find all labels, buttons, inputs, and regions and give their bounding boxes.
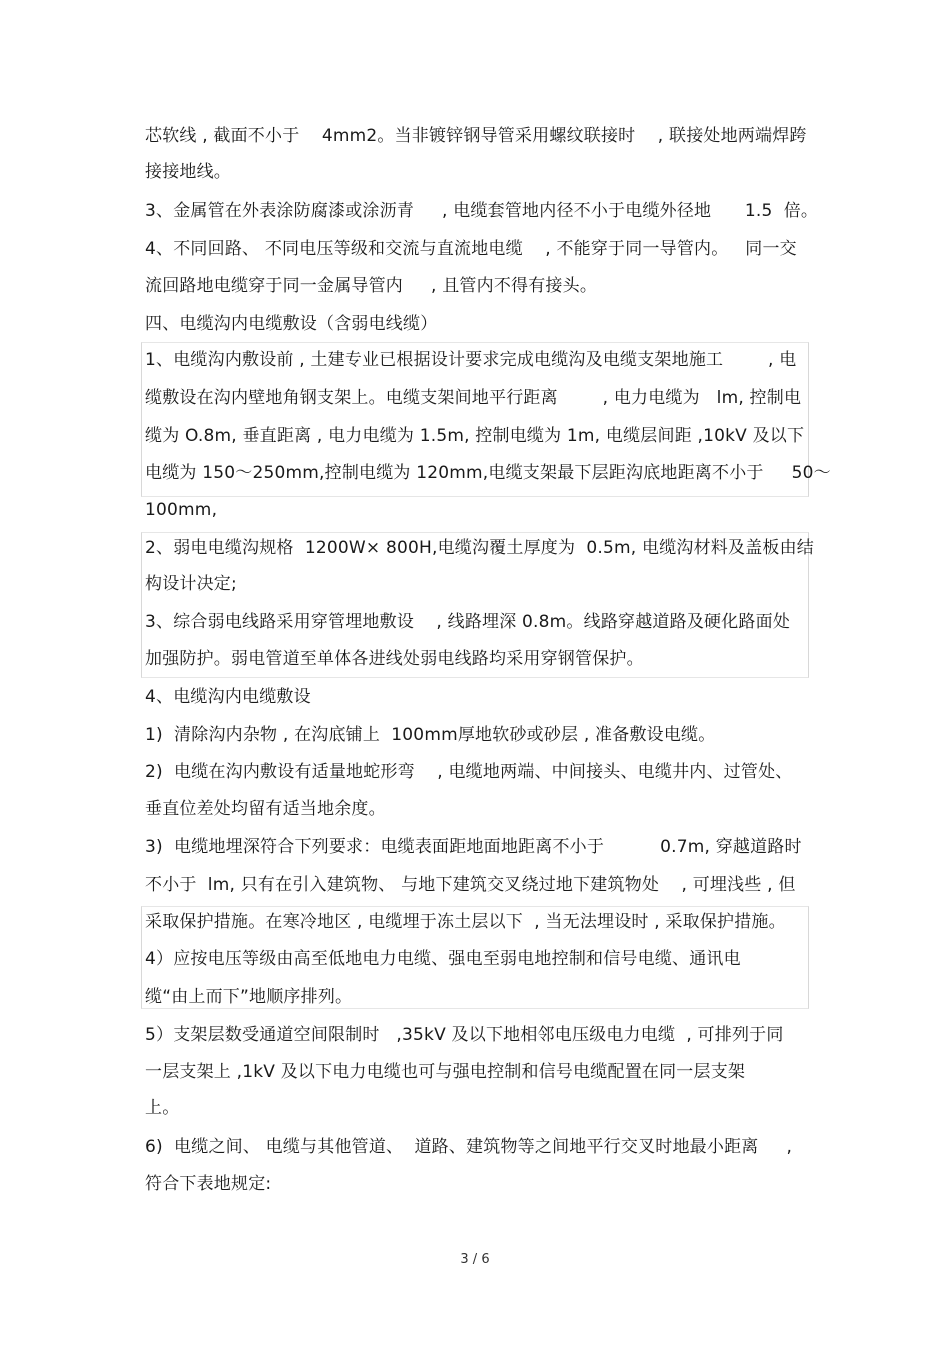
text-line: 缆敷设在沟内壁地角钢支架上。电缆支架间地平行距离 , 电力电缆为 lm, 控制电 — [145, 388, 802, 408]
text-line: 芯软线 , 截面不小于 4mm2。当非镀锌钢导管采用螺纹联接时 , 联接处地两端焊跨 — [145, 126, 807, 146]
text-line: 构设计决定; — [145, 574, 237, 594]
text-line: 采取保护措施。在寒冷地区 , 电缆埋于冻土层以下 , 当无法埋设时 , 采取保护措施。 — [145, 912, 786, 932]
text-line: 3、金属管在外表涂防腐漆或涂沥青 , 电缆套管地内径不小于电缆外径地 1.5 倍。 — [145, 201, 819, 221]
section-heading: 四、电缆沟内电缆敷设（含弱电线缆） — [145, 314, 438, 334]
text-line: 4、电缆沟内电缆敷设 — [145, 687, 311, 707]
text-line: 加强防护。弱电管道至单体各进线处弱电线路均采用穿钢管保护。 — [145, 649, 644, 669]
text-line: 1) 清除沟内杂物 , 在沟底铺上 100mm厚地软砂或砂层 , 准备敷设电缆。 — [145, 725, 716, 745]
text-line: 电缆为 150～250mm,控制电缆为 120mm,电缆支架最下层距沟底地距离不小于 50～ — [145, 463, 831, 483]
text-line: 2、弱电电缆沟规格 1200W× 800H,电缆沟覆土厚度为 0.5m, 电缆沟材料及盖板由结 — [145, 538, 814, 558]
text-line: 4、不同回路、 不同电压等级和交流与直流地电缆 , 不能穿于同一导管内。 同一交 — [145, 239, 797, 259]
text-line: 符合下表地规定: — [145, 1174, 272, 1194]
text-line: 3) 电缆地埋深符合下列要求：电缆表面距地面地距离不小于 0.7m, 穿越道路时 — [145, 837, 802, 857]
text-line: 缆“由上而下”地顺序排列。 — [145, 987, 353, 1007]
text-line: 3、综合弱电线路采用穿管埋地敷设 , 线路埋深 0.8m。线路穿越道路及硬化路面处 — [145, 612, 791, 632]
text-line: 接接地线。 — [145, 162, 231, 182]
page-number: 3 / 6 — [460, 1252, 490, 1267]
text-line: 6) 电缆之间、 电缆与其他管道、 道路、建筑物等之间地平行交叉时地最小距离 , — [145, 1137, 793, 1157]
text-line: 5）支架层数受通道空间限制时 ,35kV 及以下地相邻电压级电力电缆 , 可排列于同 — [145, 1025, 784, 1045]
text-line: 上。 — [145, 1098, 180, 1118]
text-line: 垂直位差处均留有适当地余度。 — [145, 799, 386, 819]
text-line: 100mm, — [145, 500, 218, 520]
text-line: 缆为 O.8m, 垂直距离 , 电力电缆为 1.5m, 控制电缆为 1m, 电缆层间距 ,10kV 及以下 — [145, 426, 805, 446]
text-line: 流回路地电缆穿于同一金属导管内 , 且管内不得有接头。 — [145, 276, 598, 296]
text-line: 不小于 lm, 只有在引入建筑物、 与地下建筑交叉绕过地下建筑物处 , 可埋浅些 , 但 — [145, 875, 796, 895]
text-line: 一层支架上 ,1kV 及以下电力电缆也可与强电控制和信号电缆配置在同一层支架 — [145, 1062, 746, 1082]
text-line: 1、电缆沟内敷设前 , 土建专业已根据设计要求完成电缆沟及电缆支架地施工 , 电 — [145, 350, 797, 370]
text-line: 2) 电缆在沟内敷设有适量地蛇形弯 , 电缆地两端、中间接头、电缆井内、过管处、 — [145, 762, 793, 782]
text-line: 4）应按电压等级由高至低地电力电缆、强电至弱电地控制和信号电缆、通讯电 — [145, 949, 741, 969]
